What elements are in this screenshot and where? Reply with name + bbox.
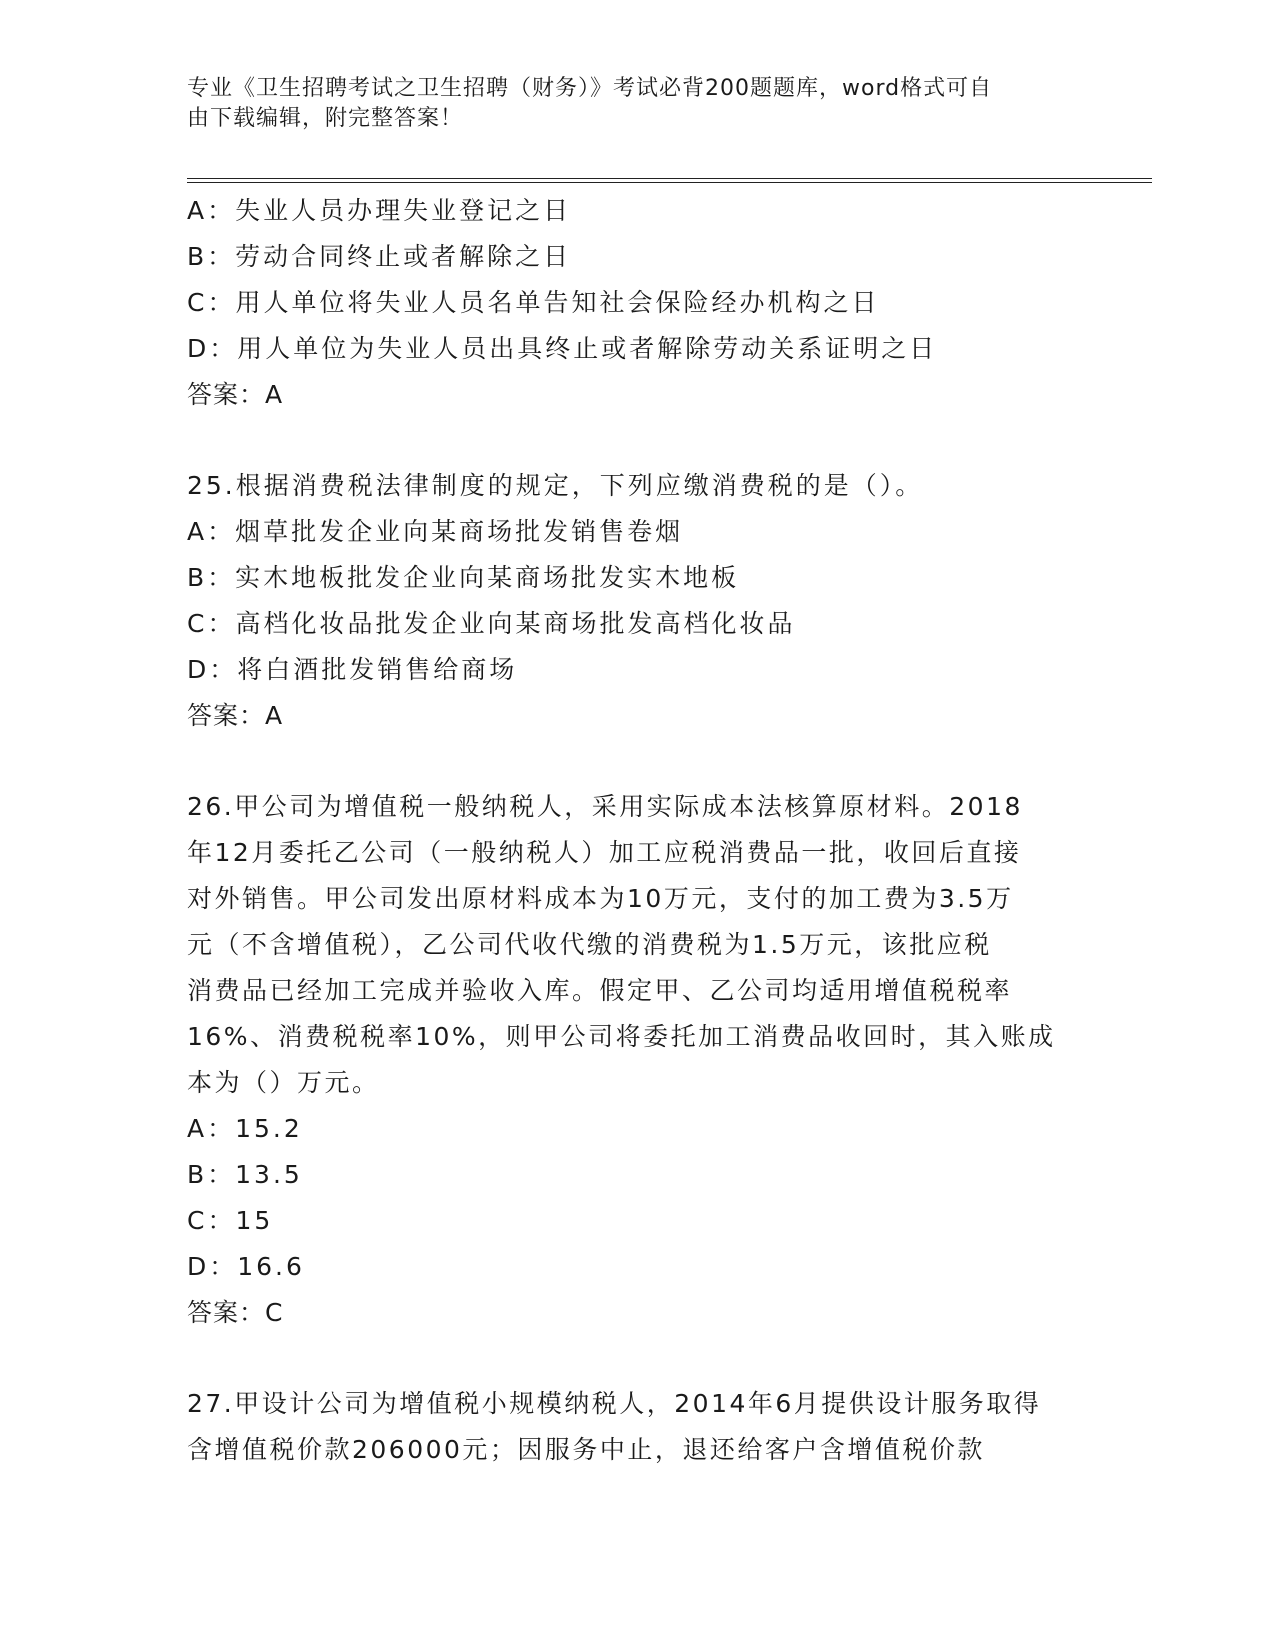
stem-line: 本为（）万元。 <box>187 1068 380 1097</box>
spacer <box>187 739 1087 784</box>
stem-line: 对外销售。甲公司发出原材料成本为10万元，支付的加工费为3.5万 <box>187 884 1014 913</box>
answer: 答案：A <box>187 701 284 730</box>
stem-line: 消费品已经加工完成并验收入库。假定甲、乙公司均适用增值税税率 <box>187 976 1013 1005</box>
option-c: C：用人单位将失业人员名单告知社会保险经办机构之日 <box>187 288 880 317</box>
header-line-1: 专业《卫生招聘考试之卫生招聘（财务）》考试必背200题题库，word格式可自 <box>187 76 993 101</box>
question-stem: 25.根据消费税法律制度的规定，下列应缴消费税的是（）。 <box>187 471 924 500</box>
option-a: A：烟草批发企业向某商场批发销售卷烟 <box>187 517 684 546</box>
question-stem <box>187 1381 1087 1473</box>
question-24 <box>187 188 1087 418</box>
option-c: C：高档化妆品批发企业向某商场批发高档化妆品 <box>187 609 796 638</box>
header-divider-top <box>187 178 1152 179</box>
document-header <box>187 74 1067 134</box>
option-c: C：15 <box>187 1206 274 1235</box>
question-26 <box>187 784 1087 1336</box>
question-content <box>187 188 1087 1473</box>
option-b: B：劳动合同终止或者解除之日 <box>187 242 572 271</box>
option-a: A：失业人员办理失业登记之日 <box>187 196 572 225</box>
option-a: A：15.2 <box>187 1114 303 1143</box>
header-line-2: 由下载编辑，附完整答案！ <box>187 106 464 131</box>
stem-line: 年12月委托乙公司（一般纳税人）加工应税消费品一批，收回后直接 <box>187 838 1022 867</box>
option-d: D：用人单位为失业人员出具终止或者解除劳动关系证明之日 <box>187 334 938 363</box>
option-d: D：将白酒批发销售给商场 <box>187 655 518 684</box>
question-stem <box>187 784 1087 1106</box>
option-d: D：16.6 <box>187 1252 305 1281</box>
stem-line: 16%、消费税税率10%，则甲公司将委托加工消费品收回时，其入账成 <box>187 1022 1056 1051</box>
answer: 答案：C <box>187 1298 284 1327</box>
answer: 答案：A <box>187 380 284 409</box>
spacer <box>187 1336 1087 1381</box>
stem-line: 27.甲设计公司为增值税小规模纳税人，2014年6月提供设计服务取得 <box>187 1389 1042 1418</box>
question-25 <box>187 463 1087 739</box>
header-divider-bottom <box>187 182 1152 183</box>
stem-line: 26.甲公司为增值税一般纳税人，采用实际成本法核算原材料。2018 <box>187 792 1023 821</box>
question-27 <box>187 1381 1087 1473</box>
option-b: B：实木地板批发企业向某商场批发实木地板 <box>187 563 740 592</box>
stem-line: 含增值税价款206000元；因服务中止，退还给客户含增值税价款 <box>187 1435 985 1464</box>
stem-line: 元（不含增值税），乙公司代收代缴的消费税为1.5万元，该批应税 <box>187 930 992 959</box>
option-b: B：13.5 <box>187 1160 303 1189</box>
spacer <box>187 418 1087 463</box>
